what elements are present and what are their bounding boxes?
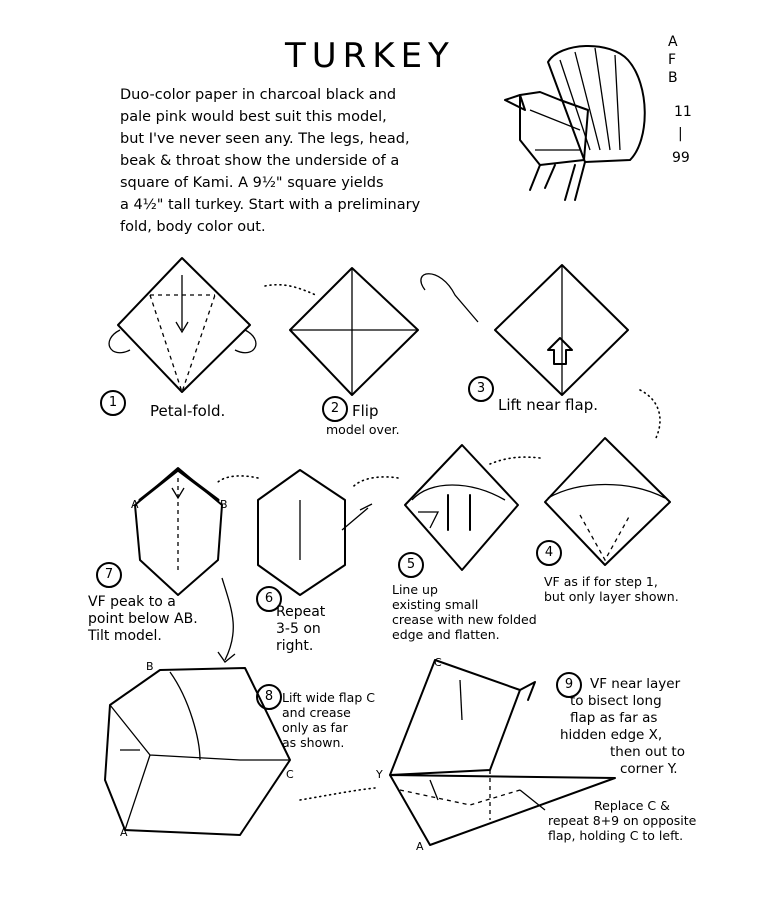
point-label-y: Y (376, 768, 383, 781)
step-caption-line: Repeat (276, 604, 326, 620)
finished-turkey-illustration (505, 46, 645, 200)
intro-line: square of Kami. A 9½" square yields (120, 175, 384, 191)
step-caption-line: as shown. (282, 735, 345, 750)
date-part: | (678, 126, 683, 142)
step2-diagram (290, 268, 418, 395)
step3-diagram (495, 265, 628, 395)
arrow-6-to-7 (218, 476, 258, 482)
author-initial: F (668, 52, 677, 68)
step-caption (392, 582, 537, 642)
point-label-c: C (434, 656, 442, 669)
step-caption-line: hidden edge X, (560, 727, 663, 743)
step-caption-line: but only layer shown. (544, 589, 679, 604)
author-initial: B (668, 70, 678, 86)
step4-diagram (545, 438, 670, 565)
step-caption-line: 3-5 on (276, 621, 321, 637)
note-line: repeat 8+9 on opposite (548, 813, 697, 828)
arrow-5-to-6 (352, 477, 398, 488)
step-caption-line: corner Y. (620, 761, 678, 777)
step-caption-line: crease with new folded (392, 612, 537, 627)
step-caption-line: VF as if for step 1, (544, 574, 658, 589)
step1-diagram (109, 258, 256, 392)
point-label-a: A (120, 826, 128, 839)
point-label-b: B (220, 498, 228, 511)
date-part: 11 (674, 104, 692, 120)
step9-extra-note (548, 798, 696, 843)
intro-line: a 4½" tall turkey. Start with a preliminary (120, 197, 421, 213)
step-caption-line: edge and flatten. (392, 627, 500, 642)
intro-line: but I've never seen any. The legs, head, (120, 131, 410, 147)
arrow-4-to-5 (490, 457, 540, 464)
note-line: Replace C & (594, 798, 670, 813)
point-label-c: C (286, 768, 294, 781)
intro-line: fold, body color out. (120, 219, 266, 235)
point-label-a: A (416, 840, 424, 853)
step-number: 8 (256, 684, 282, 710)
step-number: 6 (256, 586, 282, 612)
date-part: 99 (672, 150, 690, 166)
point-label-b: B (146, 660, 154, 673)
step-number: 3 (468, 376, 494, 402)
step-caption-line: to bisect long (570, 693, 662, 709)
step-caption (88, 594, 198, 645)
step-number: 1 (100, 390, 126, 416)
flip-arrow (421, 274, 478, 322)
step-caption-line: right. (276, 638, 314, 654)
point-label-a: A (131, 498, 139, 511)
step-caption-line: Line up (392, 582, 438, 597)
step-caption: Flip (352, 402, 379, 420)
step5-diagram (405, 445, 518, 570)
step-caption-line: point below AB. (88, 611, 198, 627)
step-caption (282, 690, 375, 750)
intro-line: pale pink would best suit this model, (120, 109, 387, 125)
step-caption-line: Lift wide flap C (282, 690, 375, 705)
step-subcaption: model over. (326, 422, 400, 437)
step7-diagram (135, 468, 222, 595)
step-caption (276, 604, 325, 655)
step-number: 4 (536, 540, 562, 566)
step-number: 5 (398, 552, 424, 578)
step-caption (544, 574, 679, 604)
arrow-7-to-8 (218, 578, 235, 662)
step-caption-line: VF peak to a (88, 594, 176, 610)
step-caption-line: then out to (610, 744, 685, 760)
step-caption-line: VF near layer (590, 676, 681, 692)
step-caption-line: only as far (282, 720, 348, 735)
step-caption: Petal-fold. (150, 402, 226, 420)
step-number: 9 (556, 672, 582, 698)
step-caption (560, 676, 685, 778)
note-line: flap, holding C to left. (548, 828, 684, 843)
arrow-1-to-2 (265, 285, 318, 296)
page-title: TURKEY (285, 36, 455, 76)
intro-line: beak & throat show the underside of a (120, 153, 400, 169)
step-caption-line: existing small (392, 597, 479, 612)
author-initial: A (668, 34, 678, 50)
step-caption-line: and crease (282, 705, 351, 720)
step-caption-line: flap as far as (570, 710, 658, 726)
step6-diagram (258, 470, 372, 595)
step-number: 7 (96, 562, 122, 588)
intro-line: Duo-color paper in charcoal black and (120, 87, 397, 103)
arrow-3-to-4 (640, 390, 660, 440)
arrow-8-to-9 (300, 788, 375, 800)
step-caption: Lift near flap. (498, 396, 598, 414)
step-caption-line: Tilt model. (88, 628, 162, 644)
step-number: 2 (322, 396, 348, 422)
